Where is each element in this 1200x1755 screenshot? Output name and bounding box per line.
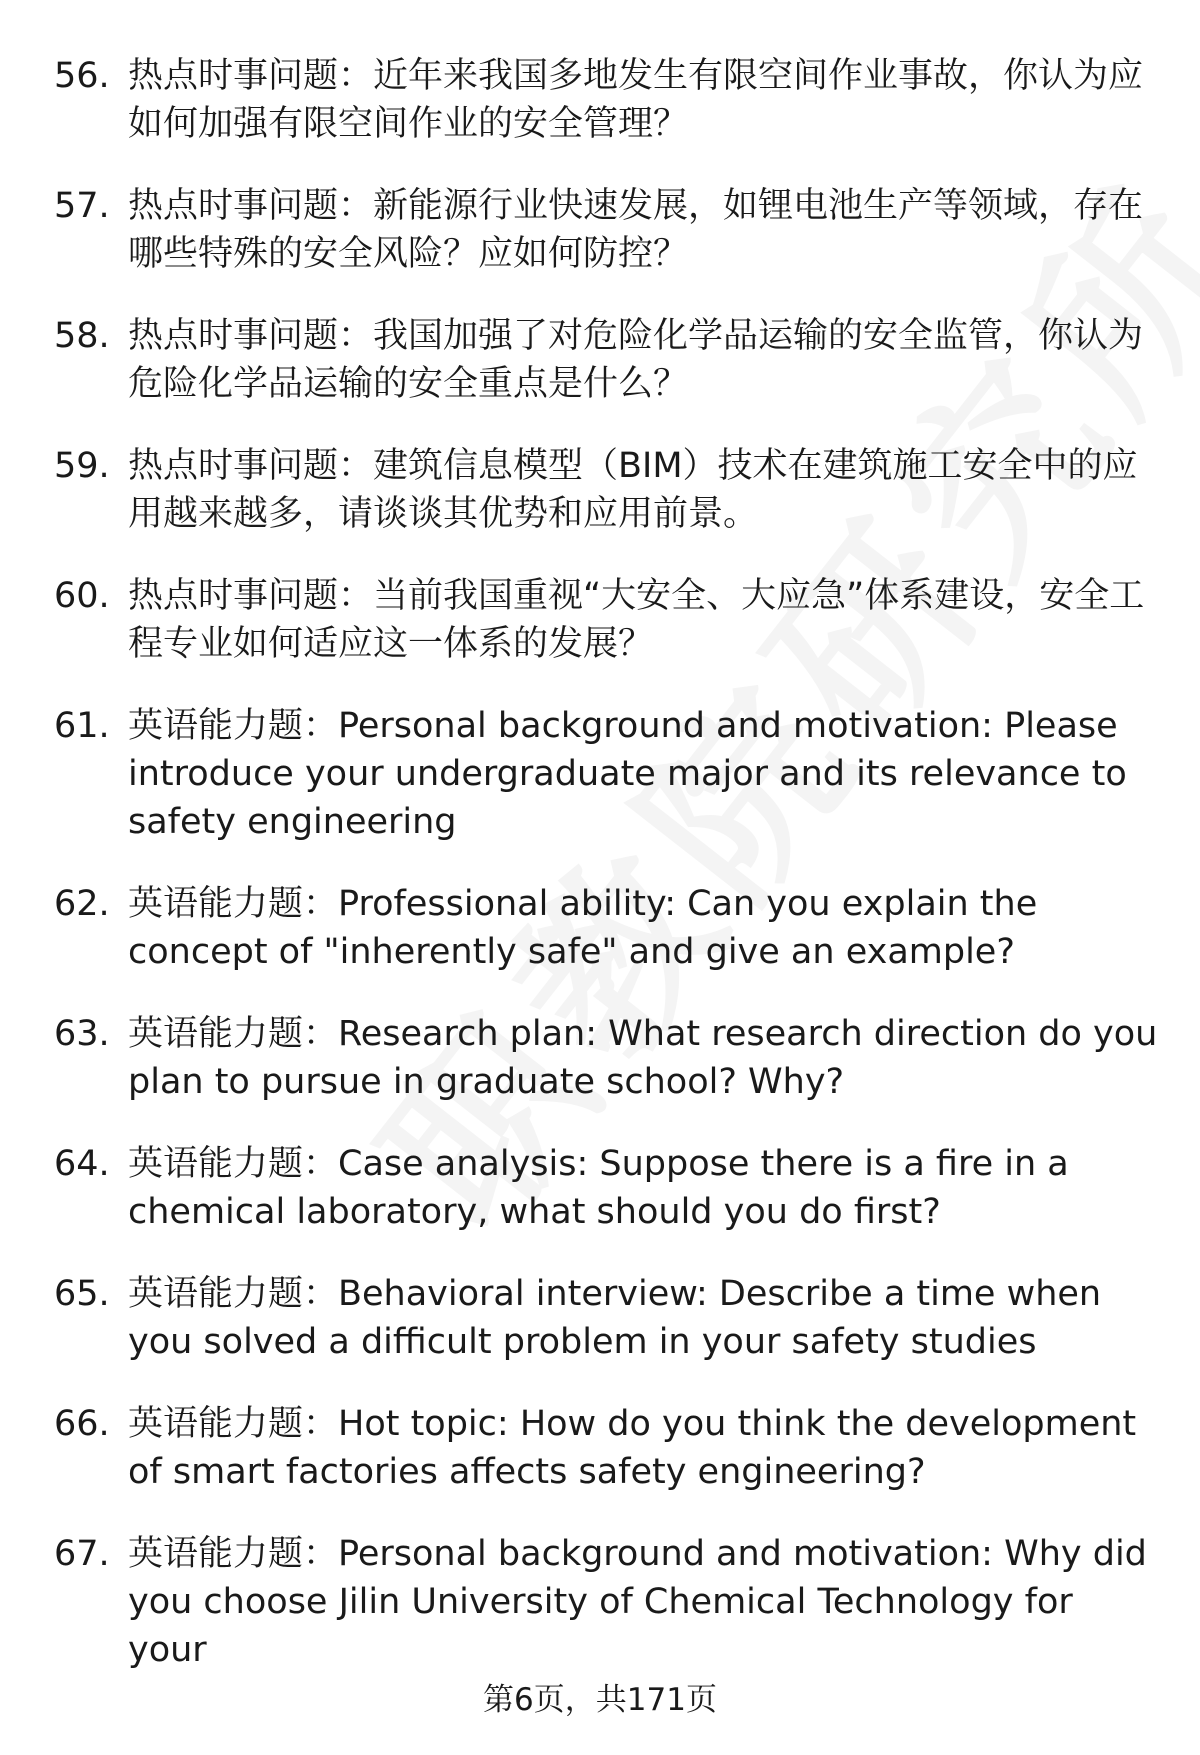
question-number: 66. xyxy=(54,1404,110,1444)
question-item xyxy=(0,52,1200,148)
question-text: 热点时事问题：我国加强了对危险化学品运输的安全监管，你认为危险化学品运输的安全重点是什么？ xyxy=(128,316,1144,404)
question-number: 65. xyxy=(54,1274,110,1314)
question-item xyxy=(0,1010,1200,1106)
question-item xyxy=(0,1400,1200,1496)
question-number: 62. xyxy=(54,884,110,924)
question-item xyxy=(0,880,1200,976)
question-item xyxy=(0,702,1200,846)
question-number: 57. xyxy=(54,186,110,226)
question-number: 61. xyxy=(54,706,110,746)
question-text: 英语能力题：Personal background and motivation: Please introduce your undergraduate major and its relevance to safety engineering xyxy=(128,706,1127,842)
question-text: 英语能力题：Research plan: What research direction do you plan to pursue in graduate school? Why? xyxy=(128,1014,1158,1102)
question-text: 英语能力题：Personal background and motivation: Why did you choose Jilin University of Chemical Technology for your xyxy=(128,1534,1147,1670)
question-number: 67. xyxy=(54,1534,110,1574)
question-text: 热点时事问题：建筑信息模型（BIM）技术在建筑施工安全中的应用越来越多，请谈谈其优势和应用前景。 xyxy=(128,446,1138,534)
question-number: 58. xyxy=(54,316,110,356)
question-text: 英语能力题：Case analysis: Suppose there is a fire in a chemical laboratory, what should you do first? xyxy=(128,1144,1069,1232)
question-item xyxy=(0,572,1200,668)
question-item xyxy=(0,442,1200,538)
question-text: 英语能力题：Hot topic: How do you think the development of smart factories affects safety engineering? xyxy=(128,1404,1137,1492)
question-item xyxy=(0,1530,1200,1674)
question-item xyxy=(0,1270,1200,1366)
question-text: 热点时事问题：当前我国重视“大安全、大应急”体系建设，安全工程专业如何适应这一体系的发展？ xyxy=(128,576,1145,664)
question-text: 热点时事问题：新能源行业快速发展，如锂电池生产等领域，存在哪些特殊的安全风险？应如何防控？ xyxy=(128,186,1144,274)
question-text: 英语能力题：Professional ability: Can you explain the concept of "inherently safe" and give an example? xyxy=(128,884,1038,972)
question-item xyxy=(0,182,1200,278)
question-number: 60. xyxy=(54,576,110,616)
question-number: 63. xyxy=(54,1014,110,1054)
question-text: 热点时事问题：近年来我国多地发生有限空间作业事故，你认为应如何加强有限空间作业的安全管理？ xyxy=(128,56,1144,144)
question-item xyxy=(0,1140,1200,1236)
question-text: 英语能力题：Behavioral interview: Describe a time when you solved a difficult problem in your safety studies xyxy=(128,1274,1102,1362)
question-number: 59. xyxy=(54,446,110,486)
question-number: 64. xyxy=(54,1144,110,1184)
page-footer xyxy=(0,1680,1200,1720)
question-number: 56. xyxy=(54,56,110,96)
question-item xyxy=(0,312,1200,408)
page-number-label: 第6页，共171页 xyxy=(483,1682,717,1718)
question-list xyxy=(0,52,1200,1708)
